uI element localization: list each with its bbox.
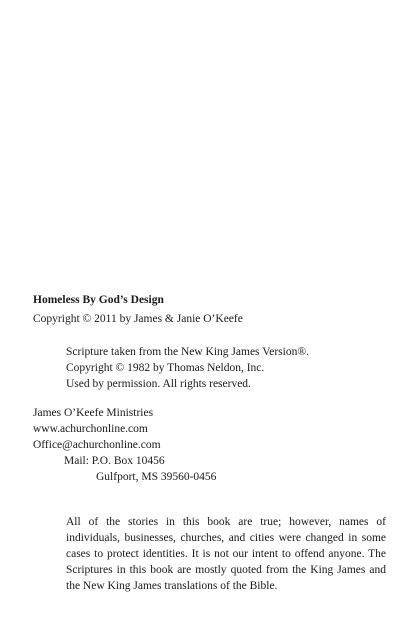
ministry-city: Gulfport, MS 39560-0456 (96, 471, 217, 483)
copyright-line: Copyright © 2011 by James & Janie O’Keefe (33, 313, 243, 325)
ministry-mail: Mail: P.O. Box 10456 (64, 455, 165, 467)
scripture-line-3: Used by permission. All rights reserved. (66, 378, 251, 390)
disclaimer-paragraph: All of the stories in this book are true; however, names of individuals, businesses, churches, and cities were changed in some cases to protect identities. It is not our intent to offend anyone. The Scriptures in this book are mostly quoted from the King James and the New King James translations of the Bible. (66, 516, 386, 592)
scripture-line-1: Scripture taken from the New King James Version®. (66, 346, 309, 358)
ministry-email: Office@achurchonline.com (33, 439, 161, 451)
ministry-contact (33, 405, 393, 485)
scripture-line-2: Copyright © 1982 by Thomas Neldon, Inc. (66, 362, 265, 374)
title-block (33, 292, 393, 327)
ministry-website: www.achurchonline.com (33, 423, 148, 435)
ministry-name: James O’Keefe Ministries (33, 407, 154, 419)
book-title: Homeless By God’s Design (33, 294, 164, 306)
scripture-notice (66, 344, 396, 392)
